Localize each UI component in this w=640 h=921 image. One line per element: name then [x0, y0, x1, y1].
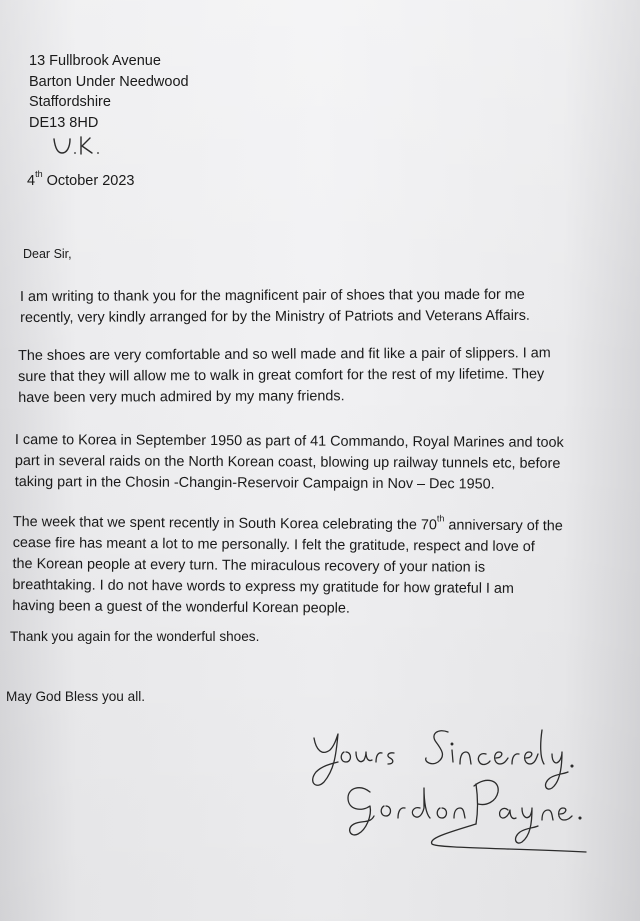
line-text: anniversary of the — [444, 517, 563, 535]
handwritten-uk-drawing — [52, 133, 112, 159]
paragraph-line: taking part in the Chosin -Changin-Reservoir Campaign in Nov – Dec 1950. — [14, 473, 495, 493]
paragraph-line: I am writing to thank you for the magnificent pair of shoes that you made for me — [20, 286, 525, 305]
letter-date — [27, 171, 135, 189]
date-suffix: th — [35, 169, 43, 179]
address-line-2: Barton Under Needwood — [29, 73, 189, 90]
paragraph-line: have been very much admired by my many friends. — [18, 388, 345, 406]
paragraph-line: the Korean people at every turn. The miraculous recovery of your nation is — [12, 555, 486, 576]
handwritten-country — [52, 133, 112, 164]
paragraph-thanks — [20, 285, 530, 329]
paragraph-line: The shoes are very comfortable and so well made and fit like a pair of slippers. I am — [18, 345, 551, 364]
line-text: The week that we spent recently in South Korea celebrating the 70 — [12, 513, 437, 534]
paragraph-line: cease fire has meant a lot to me personally. I felt the gratitude, respect and love of — [12, 534, 535, 556]
paragraph-line: having been a guest of the wonderful Korean people. — [12, 597, 350, 617]
signature-drawing — [300, 720, 610, 865]
salutation: Dear Sir, — [23, 247, 72, 261]
address-line-3: Staffordshire — [29, 94, 111, 110]
paragraph-line: I came to Korea in September 1950 as part of 41 Commando, Royal Marines and took — [14, 431, 564, 451]
paragraph-line: sure that they will allow me to walk in great comfort for the rest of my lifetime. They — [18, 366, 545, 385]
date-day: 4 — [27, 172, 36, 189]
paragraph-thank-again: Thank you again for the wonderful shoes. — [10, 629, 260, 644]
address-line-4: DE13 8HD — [29, 114, 99, 131]
date-month-year: October 2023 — [42, 172, 135, 189]
handwritten-signature — [300, 720, 610, 865]
paragraph-anniversary — [12, 512, 563, 621]
address-line-1: 13 Fullbrook Avenue — [29, 53, 161, 69]
paragraph-line: part in several raids on the North Korean coast, blowing up railway tunnels etc, before — [14, 452, 561, 472]
sender-address — [29, 51, 189, 133]
paragraph-line: breathtaking. I do not have words to express my gratitude for how grateful I am — [12, 576, 515, 597]
paragraph-line: recently, very kindly arranged for by the Ministry of Patriots and Veterans Affairs. — [20, 307, 530, 326]
paragraph-blessing: May God Bless you all. — [6, 689, 146, 704]
paragraph-comfort — [18, 343, 551, 409]
paragraph-korea-service — [15, 430, 564, 496]
ordinal-suffix: th — [436, 513, 445, 524]
